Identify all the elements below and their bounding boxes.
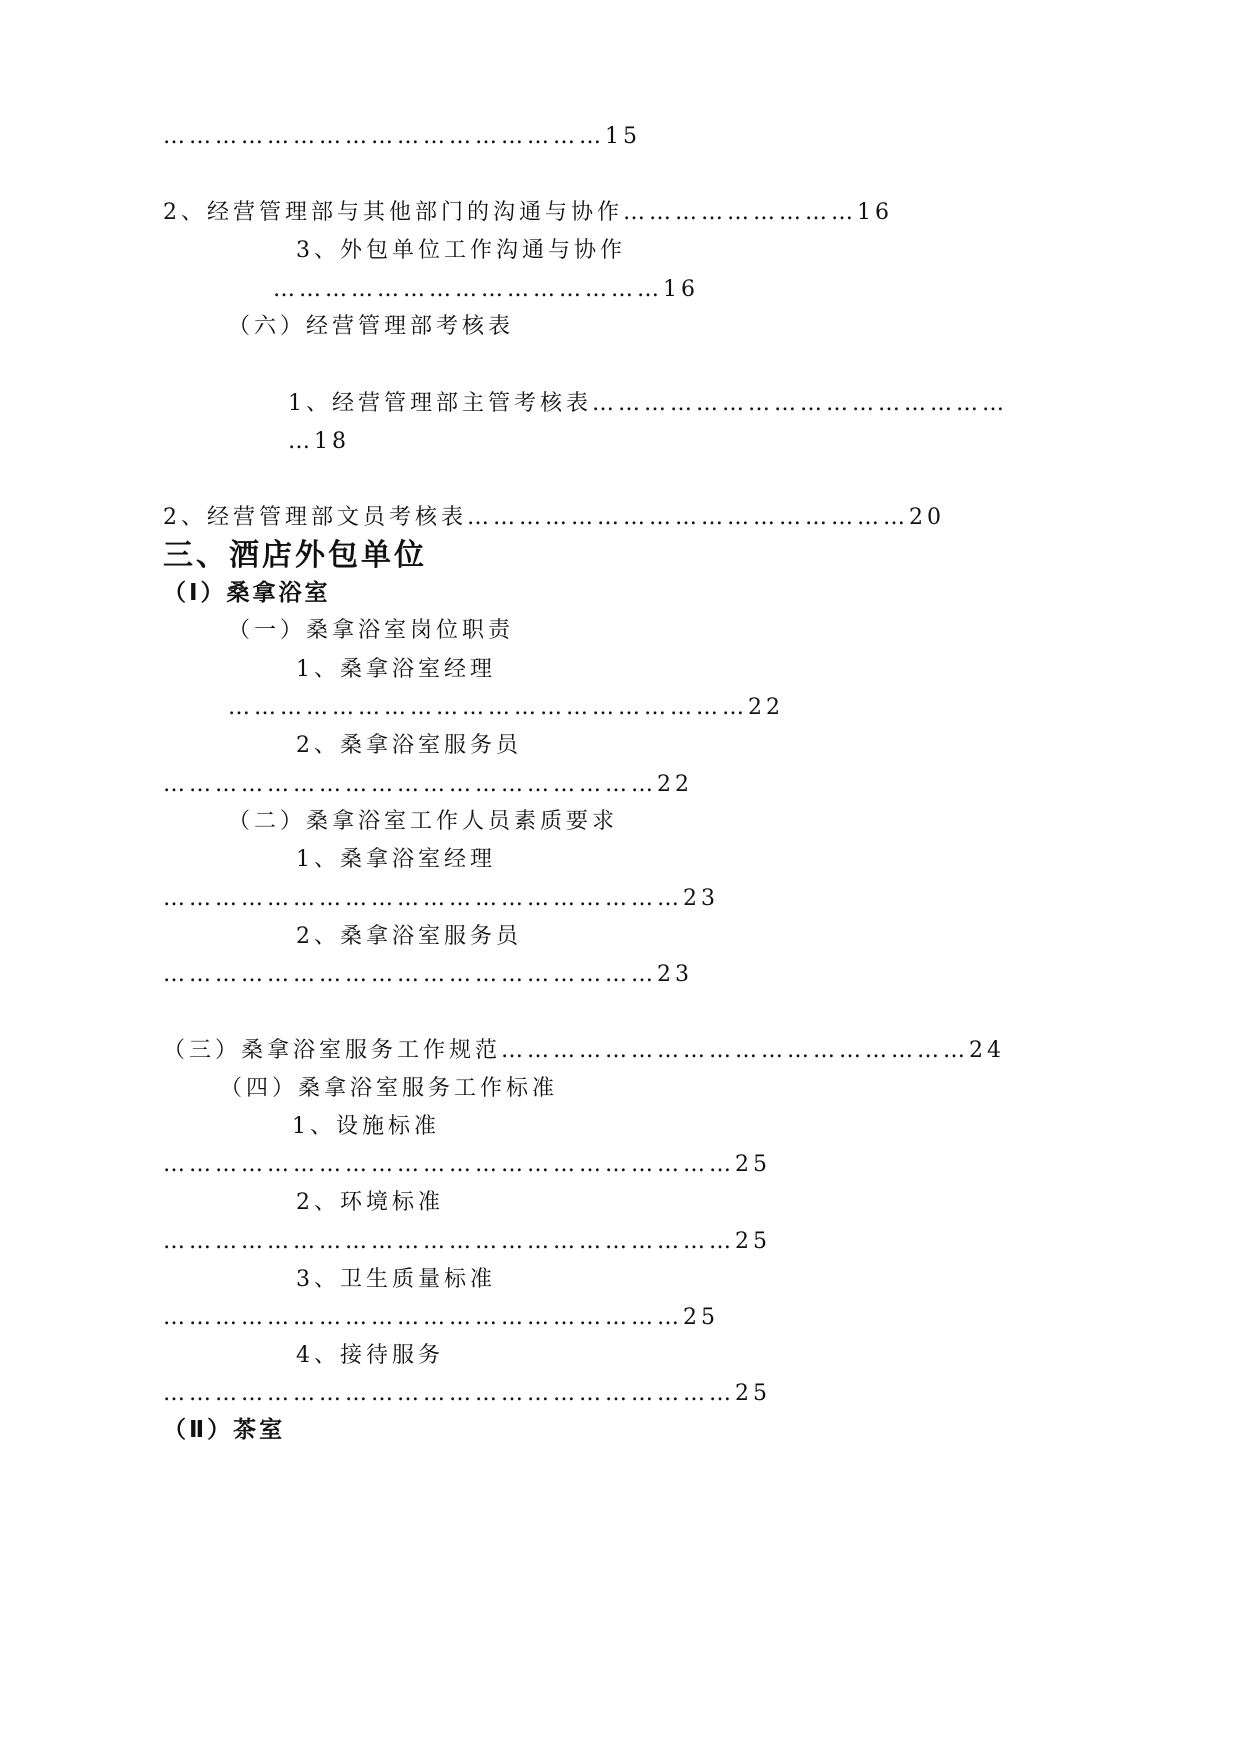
toc-line: 2、桑拿浴室服务员 [296,924,522,949]
toc-line: （四）桑拿浴室服务工作标准 [220,1076,559,1101]
toc-line: 3、卫生质量标准 [296,1267,496,1292]
toc-line: 1、设施标准 [292,1114,440,1139]
toc-line: …………………………………………………………25 [163,1152,771,1177]
toc-line: 2、桑拿浴室服务员 [296,733,522,758]
toc-line: 1、桑拿浴室经理 [296,847,496,872]
toc-line: 3、外包单位工作沟通与协作 [296,238,626,263]
toc-line: ………………………………………16 [273,277,699,302]
toc-line: （一）桑拿浴室岗位职责 [228,618,515,643]
toc-line: 2、经营管理部与其他部门的沟通与协作………………………16 [163,200,893,225]
toc-line: …………………………………………………22 [163,772,693,797]
toc-line: 1、桑拿浴室经理 [296,657,496,682]
toc-line: （六）经营管理部考核表 [228,314,515,339]
toc-line: …………………………………………………………25 [163,1229,771,1254]
toc-line: ……………………………………………………25 [163,1305,719,1330]
toc-line: 2、经营管理部文员考核表……………………………………………20 [163,505,945,530]
toc-line: …………………………………………………23 [163,962,693,987]
section-heading: 三、酒店外包单位 [163,538,427,573]
toc-line: …18 [288,429,350,454]
toc-line: 1、经营管理部主管考核表………………………………………… [288,391,1008,416]
toc-line: ……………………………………………………23 [163,886,719,911]
toc-line: 2、环境标准 [296,1190,444,1215]
toc-line: （二）桑拿浴室工作人员素质要求 [228,809,619,834]
toc-line: ……………………………………………15 [163,124,641,149]
toc-line: ……………………………………………………22 [228,695,784,720]
subsection-heading: （Ⅱ）茶室 [163,1417,286,1443]
toc-line: （三）桑拿浴室服务工作规范………………………………………………24 [163,1038,1005,1063]
subsection-heading: （Ⅰ）桑拿浴室 [163,580,331,606]
toc-line: 4、接待服务 [296,1343,444,1368]
toc-line: …………………………………………………………25 [163,1381,771,1406]
